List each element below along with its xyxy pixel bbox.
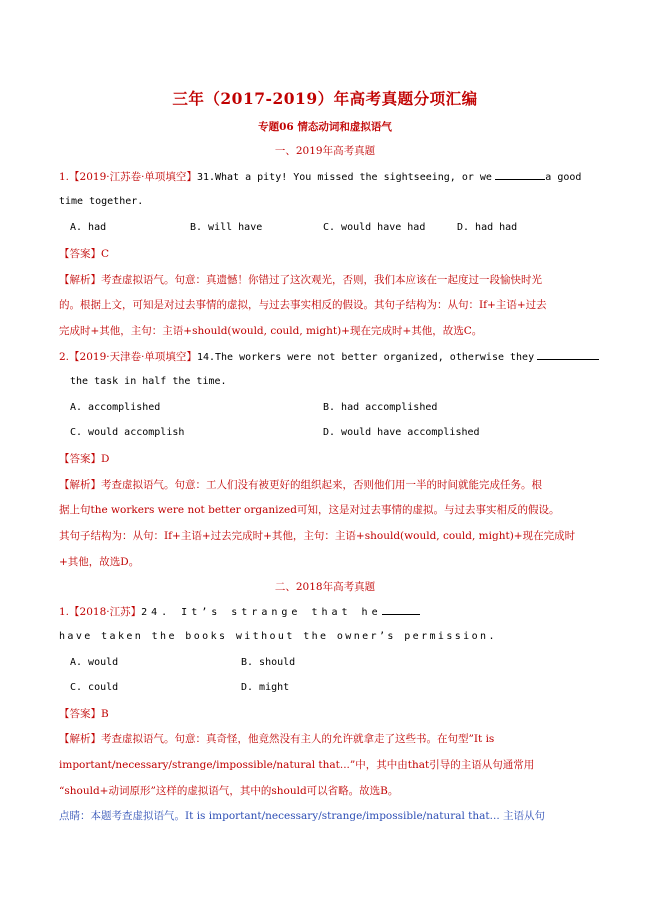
question-source: 【2018·江苏】	[69, 606, 142, 618]
question-number: 1.	[59, 606, 70, 618]
question-stem	[59, 604, 420, 620]
option-a: A. had	[70, 222, 107, 233]
question-source: 【2019·江苏卷·单项填空】	[69, 171, 197, 183]
question-text: 31.What a pity! You missed the sightseeing, or we	[196, 172, 492, 183]
question-source: 【2019·天津卷·单项填空】	[69, 351, 197, 363]
option-b: B. should	[241, 657, 296, 668]
question-text-line2: time together.	[59, 196, 144, 207]
analysis-label: 【解析】	[59, 479, 101, 491]
option-d: D. might	[241, 682, 290, 693]
analysis-text: “should+动词原形”这样的虚拟语气，其中的should可以省略。故选B。	[59, 785, 399, 797]
answer-blank	[382, 604, 420, 615]
analysis-text: +其他，故选D。	[59, 556, 140, 568]
analysis-label: 【解析】	[59, 274, 101, 286]
question-stem	[59, 349, 599, 365]
answer-label: 【答案】	[59, 248, 101, 260]
analysis-label: 【解析】	[59, 733, 101, 745]
analysis-text: 完成时+其他，主句：主语+should(would, could, might)+现在完成时+其他，故选C。	[59, 325, 483, 337]
tip-text: 点睛：本题考查虚拟语气。It is important/necessary/strange/impossible/natural that... 主语从句	[59, 810, 545, 822]
analysis-line	[59, 732, 494, 746]
option-c: C. could	[70, 682, 119, 693]
analysis-text: important/necessary/strange/impossible/natural that...”中，其中由that引导的主语从句通常用	[59, 759, 535, 771]
answer-label: 【答案】	[59, 453, 101, 465]
page-subtitle: 专题06 情态动词和虚拟语气	[258, 121, 392, 133]
option-a: A. would	[70, 657, 119, 668]
option-c: C. would accomplish	[70, 427, 185, 438]
analysis-text: 考查虚拟语气。句意：真遗憾！你错过了这次观光，否则，我们本应该在一起度过一段愉快时光	[101, 274, 542, 286]
answer-label: 【答案】	[59, 708, 101, 720]
question-text-line2: the task in half the time.	[70, 376, 227, 387]
option-b: B. will have	[190, 222, 263, 233]
question-number: 2.	[59, 351, 70, 363]
analysis-text: 其句子结构为：从句：If+主语+过去完成时+其他，主句：主语+should(would, could, might)+现在完成时	[59, 530, 576, 542]
question-stem	[59, 169, 581, 185]
question-text-line2: have taken the books without the owner’s permission.	[59, 631, 497, 642]
section-heading: 一、2019年高考真题	[274, 145, 376, 157]
option-a: A. accomplished	[70, 402, 161, 413]
analysis-text: 的。根据上文，可知是对过去事情的虚拟，与过去事实相反的假设。其句子结构为：从句：If+主语+过去	[59, 299, 547, 311]
question-text: 14.The workers were not better organized, otherwise they	[196, 352, 535, 363]
option-d: D. had had	[457, 222, 518, 233]
analysis-text: 考查虚拟语气。句意：工人们没有被更好的组织起来，否则他们用一半的时间就能完成任务。根	[101, 479, 542, 491]
analysis-text: 据上句the workers were not better organized可知，这是对过去事情的虚拟。与过去事实相反的假设。	[59, 504, 560, 516]
answer-line	[59, 452, 109, 466]
option-d: D. would have accomplished	[323, 427, 480, 438]
answer-blank	[537, 349, 599, 360]
question-text: 24. It’s strange that he	[141, 607, 382, 618]
analysis-text: 考查虚拟语气。句意：真奇怪，他竟然没有主人的允许就拿走了这些书。在句型”It is	[101, 733, 495, 745]
answer-value: D	[101, 453, 110, 465]
answer-value: C	[101, 248, 110, 260]
question-number: 1.	[59, 171, 70, 183]
answer-value: B	[101, 708, 109, 720]
page-title: 三年（2017-2019）年高考真题分项汇编	[172, 89, 478, 108]
answer-line	[59, 247, 109, 261]
analysis-line	[59, 478, 542, 492]
answer-line	[59, 707, 109, 721]
answer-blank	[495, 169, 545, 180]
analysis-line	[59, 273, 542, 287]
question-text-tail: a good	[545, 172, 582, 183]
option-b: B. had accomplished	[323, 402, 438, 413]
section-heading: 二、2018年高考真题	[274, 581, 376, 593]
option-c: C. would have had	[323, 222, 426, 233]
